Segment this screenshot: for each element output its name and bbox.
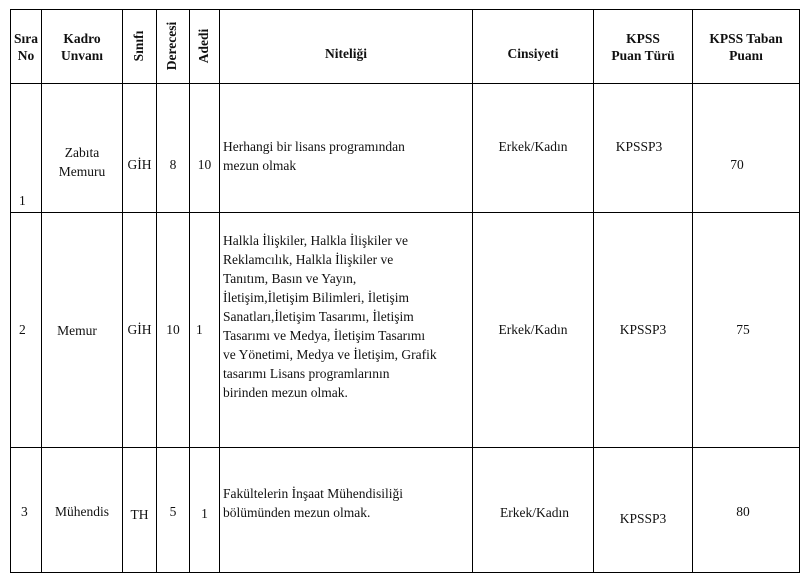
row-3-sinif: TH (130, 507, 149, 522)
row-divider (10, 83, 800, 84)
row-2-sinif: GİH (127, 322, 152, 337)
column-divider (156, 9, 157, 573)
table-border-left (10, 9, 11, 573)
row-1-adet: 10 (197, 157, 212, 172)
header-niteligi: Niteliği (325, 46, 367, 61)
column-divider (692, 9, 693, 573)
header-adedi: Adedi (196, 28, 211, 64)
row-2-adet: 1 (196, 322, 203, 337)
row-1-cinsiyet: Erkek/Kadın (498, 139, 568, 154)
row-3-unvan: Mühendis (55, 504, 109, 519)
header-kadro-unvani: Kadro Unvanı (60, 31, 104, 63)
row-3-puan-turu: KPSSP3 (619, 511, 667, 526)
row-2-derece: 10 (166, 322, 180, 337)
row-divider (10, 447, 800, 448)
row-2-puan-turu: KPSSP3 (619, 322, 667, 337)
table-border-top (10, 9, 800, 10)
row-3-derece: 5 (169, 504, 177, 519)
header-kpss-taban-puani: KPSS Taban Puanı (709, 31, 783, 63)
row-1-puan-turu: KPSSP3 (615, 139, 663, 154)
header-kpss-puan-turu: KPSS Puan Türü (611, 31, 675, 63)
row-2-nitelik: Halkla İlişkiler, Halkla İlişkiler ve Reklamcılık, Halkla İlişkiler ve Tanıtım, Basın ve Yayın, İletişim,İletişim Bilimleri, İletişim Sanatları,İletişim Tasarımı, İletişim Tasarımı ve Medya, İletişim Tasarımı ve Yönetimi, Medya ve İletişim, Grafik tasarımı Lisans programlarının birinden mezun olmak. (223, 233, 437, 400)
header-cinsiyeti: Cinsiyeti (507, 46, 559, 61)
row-1-taban: 70 (730, 157, 744, 172)
column-divider (593, 9, 594, 573)
column-divider (41, 9, 42, 573)
column-divider (472, 9, 473, 573)
row-3-nitelik: Fakültelerin İnşaat Mühendisiliği bölümünden mezun olmak. (223, 486, 403, 520)
row-1-unvan: Zabıta Memuru (58, 145, 106, 179)
column-divider (189, 9, 190, 573)
header-sinifi: Sınıfı (131, 30, 146, 62)
row-1-derece: 8 (169, 157, 177, 172)
row-divider (10, 212, 800, 213)
header-derecesi: Derecesi (164, 21, 179, 71)
table-border-right (799, 9, 800, 573)
row-1-sinif: GİH (127, 157, 152, 172)
row-2-taban: 75 (736, 322, 750, 337)
row-2-cinsiyet: Erkek/Kadın (498, 322, 568, 337)
column-divider (219, 9, 220, 573)
row-2-unvan: Memur (57, 323, 97, 338)
row-3-adet: 1 (201, 506, 208, 521)
row-1-no: 1 (19, 193, 26, 208)
row-2-no: 2 (19, 322, 26, 337)
row-3-cinsiyet: Erkek/Kadın (500, 505, 569, 520)
table-border-bottom (10, 572, 800, 573)
row-3-taban: 80 (736, 504, 750, 519)
header-sira-no: Sıra No (13, 31, 38, 63)
row-3-no: 3 (21, 504, 28, 519)
column-divider (122, 9, 123, 573)
row-1-nitelik: Herhangi bir lisans programından mezun olmak (223, 139, 405, 173)
